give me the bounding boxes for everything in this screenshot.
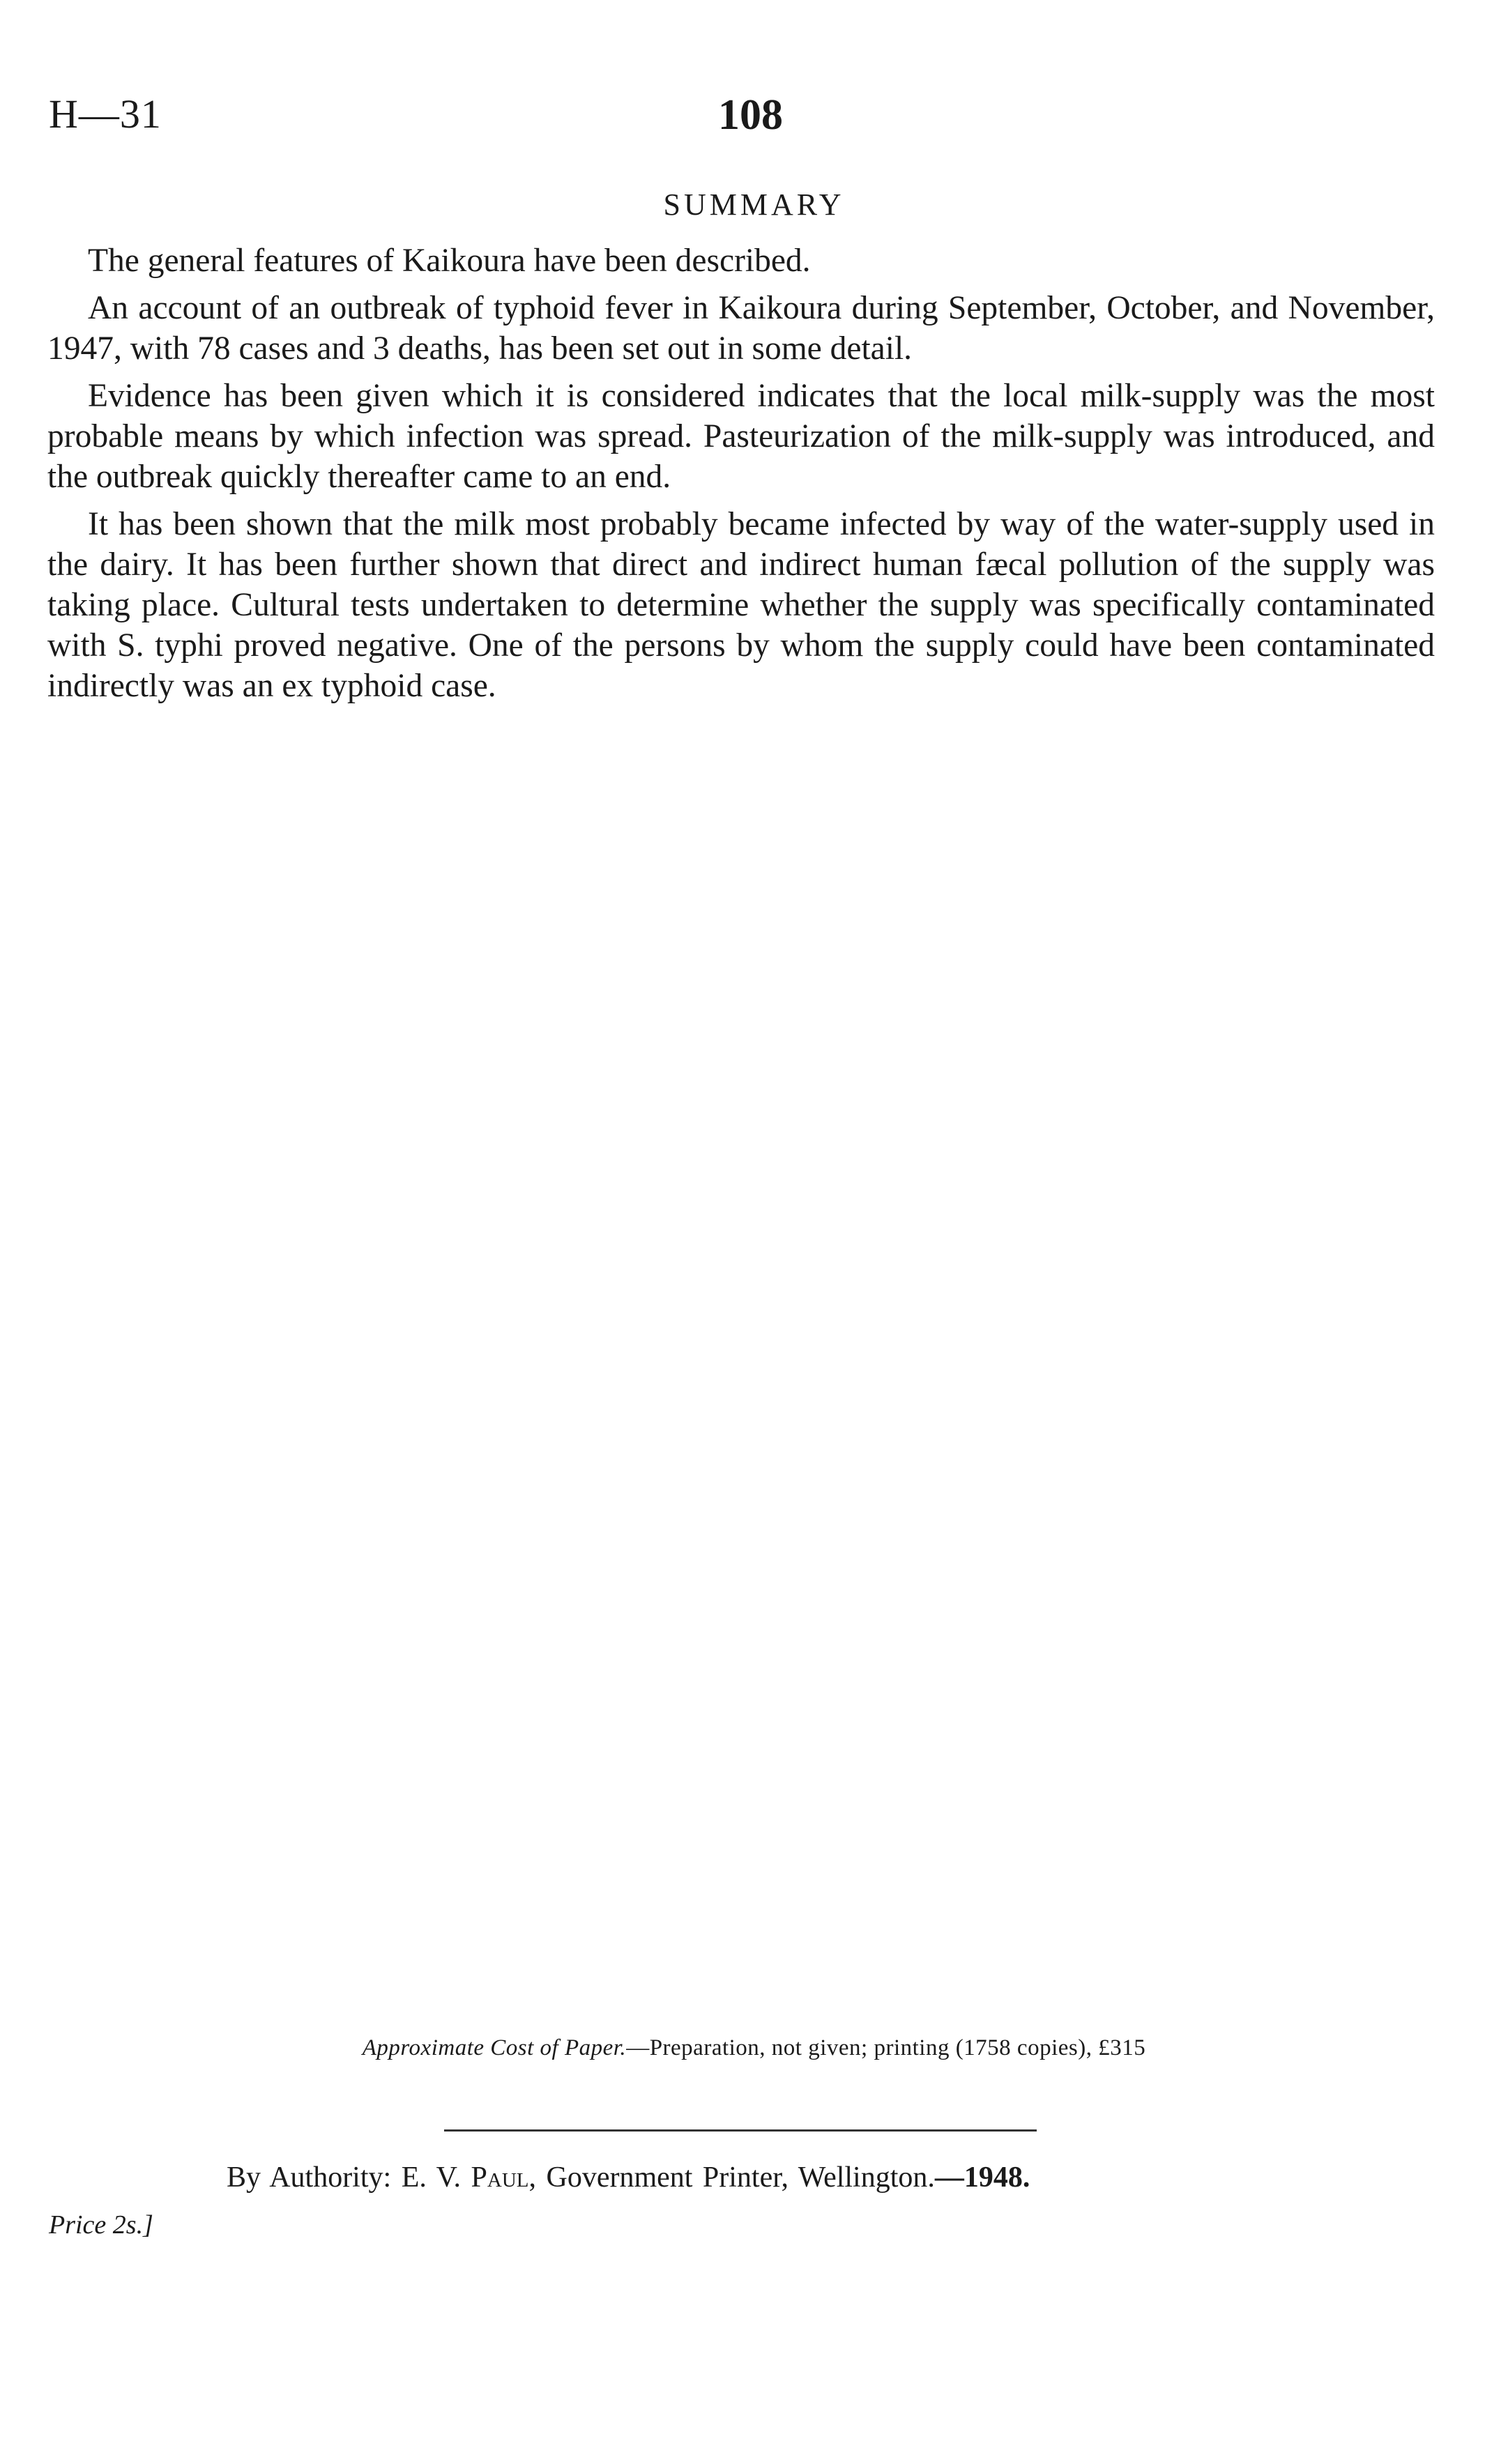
paragraph: The general features of Kaikoura have been described. [88,243,811,279]
footer-divider [444,2129,1037,2132]
cost-of-paper-note [0,2035,1508,2061]
printer-location: Government Printer, Wellington. [546,2161,935,2194]
page-number: 108 [718,91,783,139]
authority-prefix: By Authority: [227,2161,392,2194]
cost-label: Approximate Cost of Paper. [362,2035,627,2060]
price-label: Price 2s.] [49,2210,153,2240]
publication-year: —1948. [934,2161,1030,2194]
paragraph: It has been shown that the milk most probably became infected by way of the water-supply used in the dairy. It has been further shown that direct and indirect human fæcal pollution of the supply was taking place. Cultural tests undertaken to determine whether the supply was specifically contaminated with S. typhi proved negative. One of the persons by whom the supply could have been contaminated indirectly was an ex typhoid case. [47,506,1435,704]
paragraph: Evidence has been given which it is considered indicates that the local milk-supply was the most probable means by which infection was spread. Pasteurization of the milk-supply was introduced, and the outbreak quickly thereafter came to an end. [47,378,1435,495]
authority-line [227,2161,1030,2194]
section-title: SUMMARY [663,188,845,222]
cost-text: —Preparation, not given; printing (1758 copies), £315 [626,2035,1146,2060]
paragraph: An account of an outbreak of typhoid fever in Kaikoura during September, October, and November, 1947, with 78 cases and 3 deaths, has been set out in some detail. [47,290,1435,367]
printer-name: E. V. Paul, [401,2161,536,2194]
document-reference: H—31 [49,91,162,137]
summary-body [47,240,1435,713]
